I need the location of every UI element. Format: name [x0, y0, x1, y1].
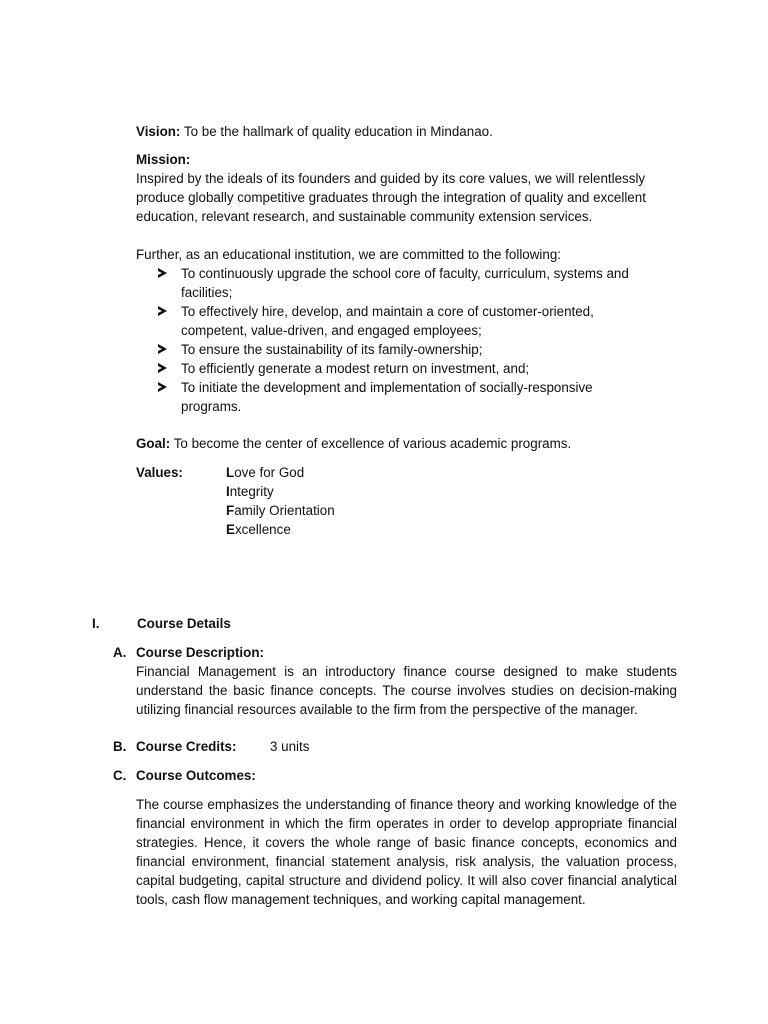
- subsection-letter-text: B.: [113, 739, 127, 754]
- course-description-text: Financial Management is an introductory finance course designed to make students understand the basic finance concepts. The course involves studies on decision-making utilizing financial resources available to the firm from the perspective of the manager.: [136, 664, 677, 717]
- subsection-letter-a: [113, 643, 126, 662]
- values-list: [226, 463, 476, 539]
- value-item: [226, 463, 476, 482]
- list-item-text: To effectively hire, develop, and maintain a core of customer-oriented, competent, value-driven, and engaged employees;: [181, 304, 594, 338]
- subsection-letter-b: [113, 737, 126, 756]
- course-outcomes-label-text: Course Outcomes:: [136, 768, 256, 783]
- list-item-text: To continuously upgrade the school core of faculty, curriculum, systems and facilities;: [181, 266, 629, 300]
- vision-text: To be the hallmark of quality education in Mindanao.: [180, 124, 493, 139]
- mission-text: Inspired by the ideals of its founders and guided by its core values, we will relentlessly produce globally competitive graduates through the integration of quality and excellent education, relevant research, and sustainable community extension services.: [136, 171, 646, 224]
- course-credits-label-text: Course Credits:: [136, 739, 237, 754]
- arrow-bullet-icon: [158, 306, 167, 316]
- value-item: [226, 501, 476, 520]
- value-initial: I: [226, 484, 230, 499]
- mission-label: [136, 150, 190, 169]
- section-number-text: I.: [92, 616, 100, 631]
- list-item: [136, 359, 636, 378]
- section-number: [92, 614, 99, 633]
- vision-label: Vision:: [136, 124, 181, 139]
- arrow-bullet-icon: [158, 344, 167, 354]
- course-credits-value: 3 units: [270, 739, 310, 754]
- value-rest: amily Orientation: [234, 503, 335, 518]
- section-title-text: Course Details: [137, 616, 231, 631]
- values-label: [136, 463, 183, 482]
- list-item: [136, 264, 636, 302]
- value-rest: xcellence: [234, 522, 291, 537]
- list-item-text: To initiate the development and implementation of socially-responsive programs.: [181, 380, 593, 414]
- subsection-letter-text: A.: [113, 645, 127, 660]
- subsection-letter-c: [113, 766, 126, 785]
- list-item-text: To efficiently generate a modest return on investment, and;: [181, 361, 530, 376]
- vision-statement: [136, 122, 696, 141]
- value-rest: ove for God: [234, 465, 305, 480]
- value-initial: E: [226, 522, 235, 537]
- commitments-intro: Further, as an educational institution, we are committed to the following:: [136, 247, 562, 262]
- mission-label-text: Mission:: [136, 152, 191, 167]
- list-item: [136, 340, 636, 359]
- goal-statement: [136, 434, 696, 453]
- arrow-bullet-icon: [158, 268, 167, 278]
- goal-label: Goal:: [136, 436, 171, 451]
- value-initial: L: [226, 465, 235, 480]
- course-description-label-text: Course Description:: [136, 645, 264, 660]
- list-item-text: To ensure the sustainability of its family-ownership;: [181, 342, 483, 357]
- subsection-letter-text: C.: [113, 768, 127, 783]
- value-initial: F: [226, 503, 235, 518]
- section-title: [137, 614, 231, 633]
- list-item: [136, 302, 636, 340]
- value-item: [226, 520, 476, 539]
- list-item: [136, 378, 636, 416]
- arrow-bullet-icon: [158, 363, 167, 373]
- values-label-text: Values:: [136, 465, 183, 480]
- arrow-bullet-icon: [158, 382, 167, 392]
- value-item: [226, 482, 476, 501]
- goal-text: To become the center of excellence of various academic programs.: [170, 436, 572, 451]
- value-rest: ntegrity: [229, 484, 274, 499]
- course-outcomes-text: The course emphasizes the understanding of finance theory and working knowledge of the financial environment in which the firm operates in order to develop appropriate financial strategies. Hence, it covers the whole range of basic finance concepts, economics and financial environment, financial statement analysis, risk analysis, the valuation process, capital budgeting, capital structure and dividend policy. It will also cover financial analytical tools, cash flow management techniques, and working capital management.: [136, 797, 677, 907]
- course-credits-label: [136, 737, 236, 756]
- course-outcomes-label: [136, 766, 256, 785]
- commitments-list: [136, 264, 636, 416]
- course-description-label: [136, 643, 264, 662]
